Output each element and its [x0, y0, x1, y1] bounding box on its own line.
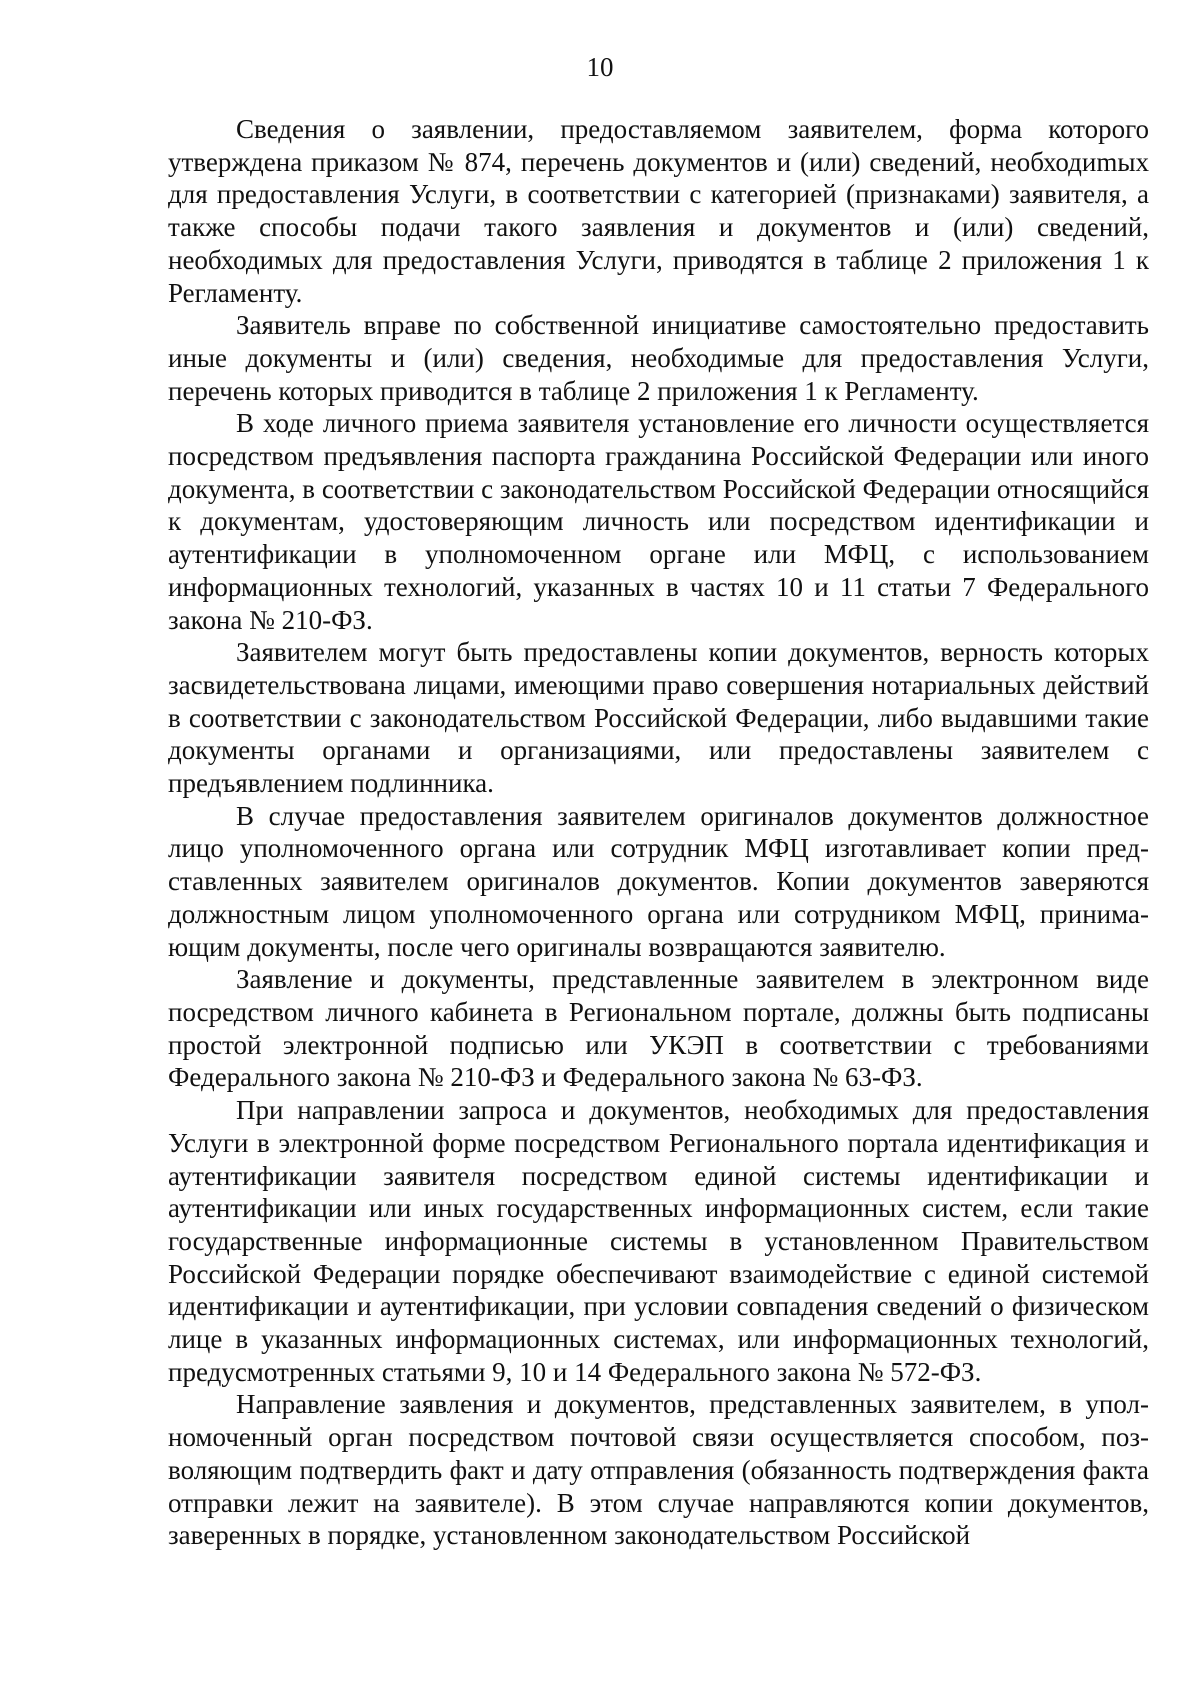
paragraph: Заявитель вправе по собственной инициативе самостоятельно предоставить иные документы и (или) сведения, необходимые для предоставления Услуги, перечень которых приводится в таблице 2 приложения 1 к Регламенту. — [168, 310, 1149, 406]
paragraph: Сведения о заявлении, предоставляемом заявителем, форма которого утверждена приказом № 874, перечень документов и (или) сведений, необходиmых для предоставления Услуги, в соответствии с категорией (признаками) заявителя, а также способы подачи такого заявления и документов и (или) сведений, необходимых для предоставления Услуги, приводятся в таблице 2 приложения 1 к Регламенту. — [168, 114, 1149, 308]
paragraph: Заявителем могут быть предоставлены копии документов, верность которых засвидетельствована лицами, имеющими право совершения нотариальных действий в соответствии с законодательством Российской Федерации, либо выдавшими такие документы органами и организациями, или предоставлены заявителем с предъявлением подлинника. — [168, 637, 1149, 799]
document-body — [168, 113, 1149, 1552]
paragraph: В ходе личного приема заявителя установление его личности осуществляется посредством предъявления паспорта гражданина Российской Федерации или иного документа, в соответствии с законодательством Российской Федерации относящийся к документам, удостоверяющим личность или посредством идентификации и аутентификации в уполномоченном органе или МФЦ, с использованием информационных технологий, указанных в частях 10 и 11 статьи 7 Федерального закона № 210-ФЗ. — [168, 408, 1149, 635]
paragraph: При направлении запроса и документов, необходимых для предоставления Услуги в электронной форме посредством Регионального портала идентификация и аутентификации заявителя посредством единой системы идентификации и аутентификации или иных государственных информационных систем, если такие государственные информационные системы в установленном Правительством Российской Федерации порядке обеспечивают взаимодействие с единой системой идентификации и аутентификации, при условии совпадения сведений о физическом лице в указанных информационных системах, или информационных технологий, предусмотренных статьями 9, 10 и 14 Федерального закона № 572-ФЗ. — [168, 1095, 1149, 1387]
paragraph: Заявление и документы, представленные заявителем в электронном виде посредством личного кабинета в Региональном портале, должны быть подписаны простой электронной подписью или УКЭП в соответствии с требованиями Федерального закона № 210-ФЗ и Федерального закона № 63-ФЗ. — [168, 964, 1149, 1093]
paragraph: В случае предоставления заявителем оригиналов документов должностное лицо уполномоченного органа или сотрудник МФЦ изготавливает копии представленных заявителем оригиналов документов. Копии документов заверяются должностным лицом уполномоченного органа или сотрудником МФЦ, принимающим документы, после чего оригиналы возвращаются заявителю. — [168, 800, 1149, 962]
paragraph: Направление заявления и документов, представленных заявителем, в уполномоченный орган посредством почтовой связи осуществляется способом, позволяющим подтвердить факт и дату отправления (обязанность подтверждения факта отправки лежит на заявителе). В этом случае направляются копии документов, заверенных в порядке, установленном законодательством Российской — [168, 1389, 1149, 1551]
page-number: 10 — [586, 52, 614, 82]
